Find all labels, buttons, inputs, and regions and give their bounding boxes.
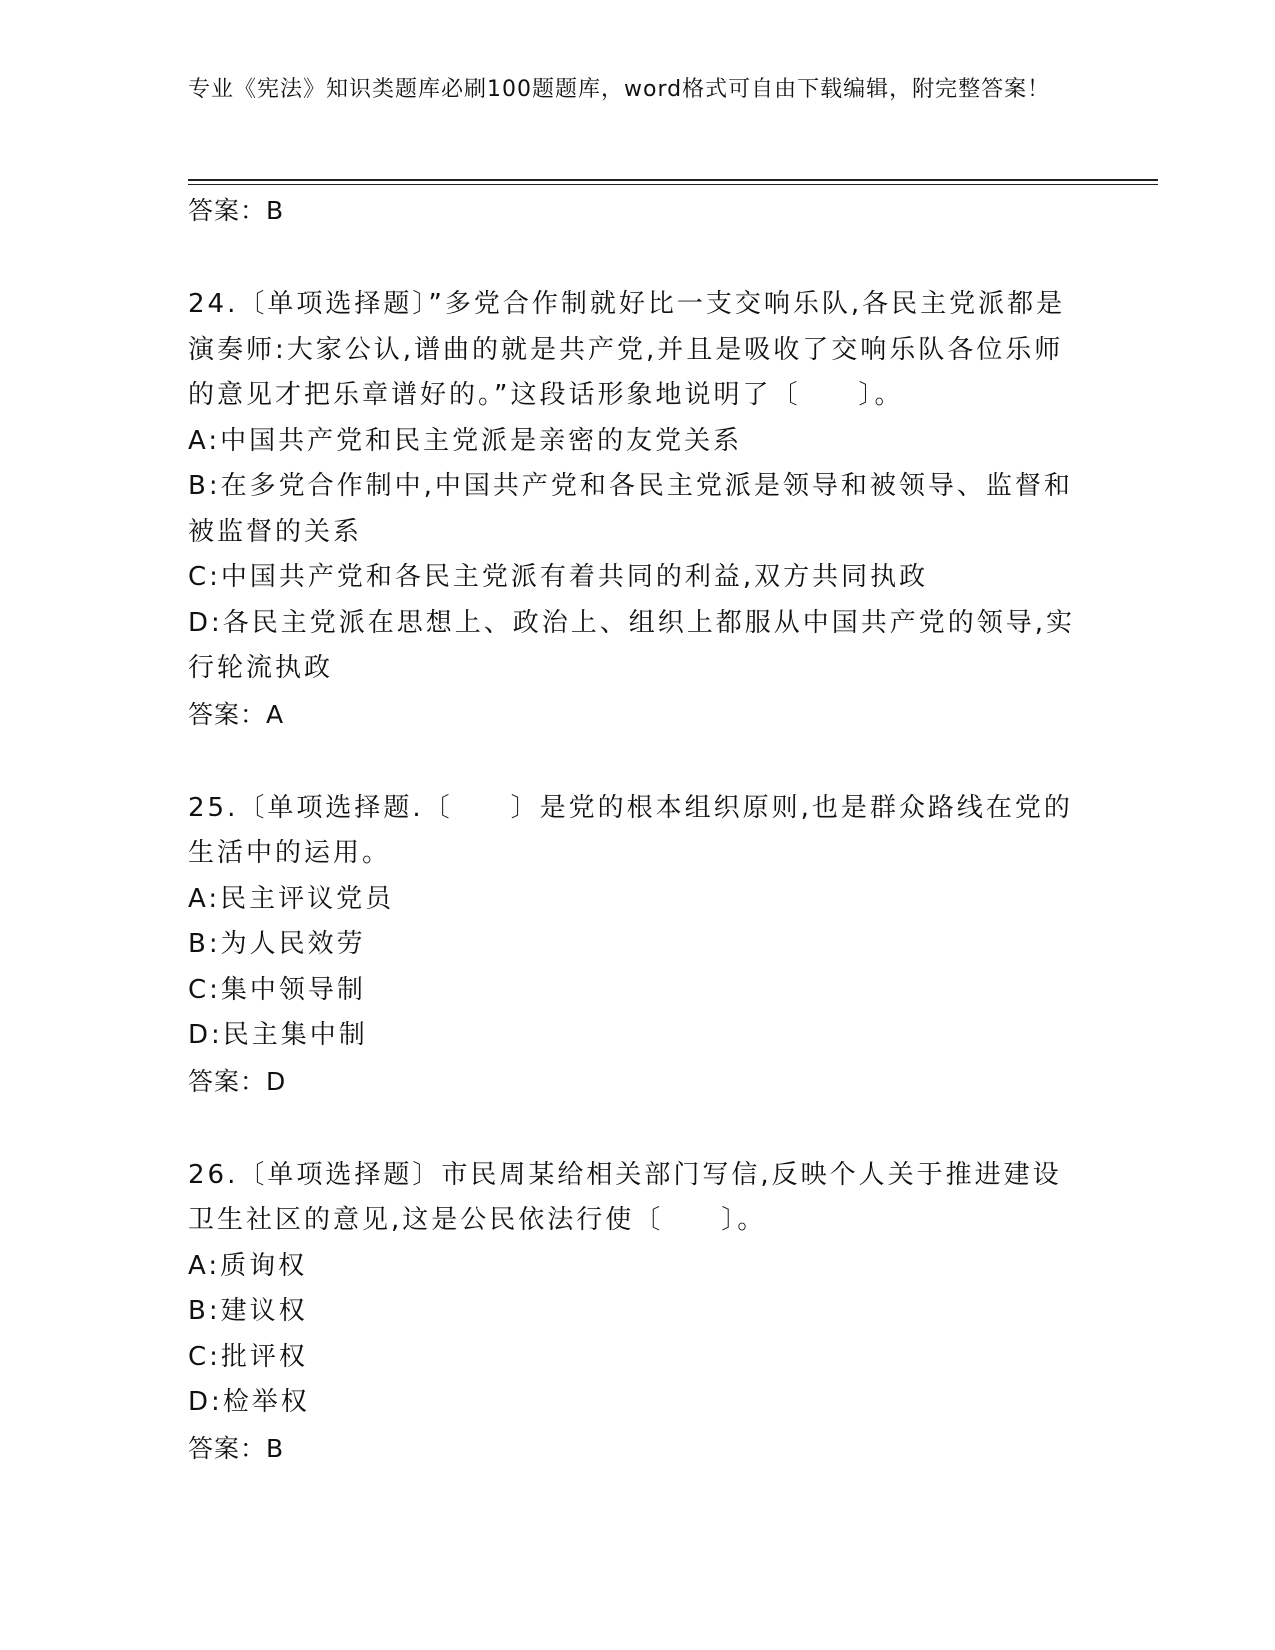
option-c: C:集中领导制 [188, 974, 366, 1005]
page-header: 专业《宪法》知识类题库必刷100题题库，word格式可自由下载编辑，附完整答案！ [188, 77, 1051, 102]
option-c: C:批评权 [188, 1341, 308, 1372]
question-block [188, 282, 1078, 738]
question-block [188, 1153, 1078, 1472]
option-d: D:民主集中制 [188, 1020, 368, 1050]
question-stem: 24.〔单项选择题〕”多党合作制就好比一支交响乐队,各民主党派都是演奏师:大家公认,谱曲的就是共产党,并且是吸收了交响乐队各位乐师的意见才把乐章谱好的。”这段话形象地说明了〔 〕。 [188, 289, 1066, 410]
option-d: D:检举权 [188, 1387, 310, 1417]
option-b: B:为人民效劳 [188, 929, 366, 959]
question-stem: 25.〔单项选择题.〔 〕是党的根本组织原则,也是群众路线在党的生活中的运用。 [188, 792, 1073, 868]
question-stem: 26.〔单项选择题〕市民周某给相关部门写信,反映个人关于推进建设卫生社区的意见,这是公民依法行使〔 〕。 [188, 1159, 1062, 1235]
answer-text: 答案：A [188, 699, 285, 729]
answer-text: 答案：D [188, 1066, 287, 1096]
answer-text: 答案：B [188, 196, 285, 225]
option-a: A:民主评议党员 [188, 883, 395, 914]
option-a: A:质询权 [188, 1250, 308, 1281]
option-d: D:各民主党派在思想上、政治上、组织上都服从中国共产党的领导,实行轮流执政 [188, 607, 1076, 683]
option-a: A:中国共产党和民主党派是亲密的友党关系 [188, 425, 743, 456]
option-c: C:中国共产党和各民主党派有着共同的利益,双方共同执政 [188, 562, 929, 592]
header-divider [188, 179, 1158, 181]
answer-text: 答案：B [188, 1433, 285, 1463]
question-list [188, 184, 1078, 1472]
option-b: B:建议权 [188, 1296, 308, 1326]
option-b: B:在多党合作制中,中国共产党和各民主党派是领导和被领导、监督和被监督的关系 [188, 471, 1073, 547]
question-block [188, 786, 1078, 1105]
